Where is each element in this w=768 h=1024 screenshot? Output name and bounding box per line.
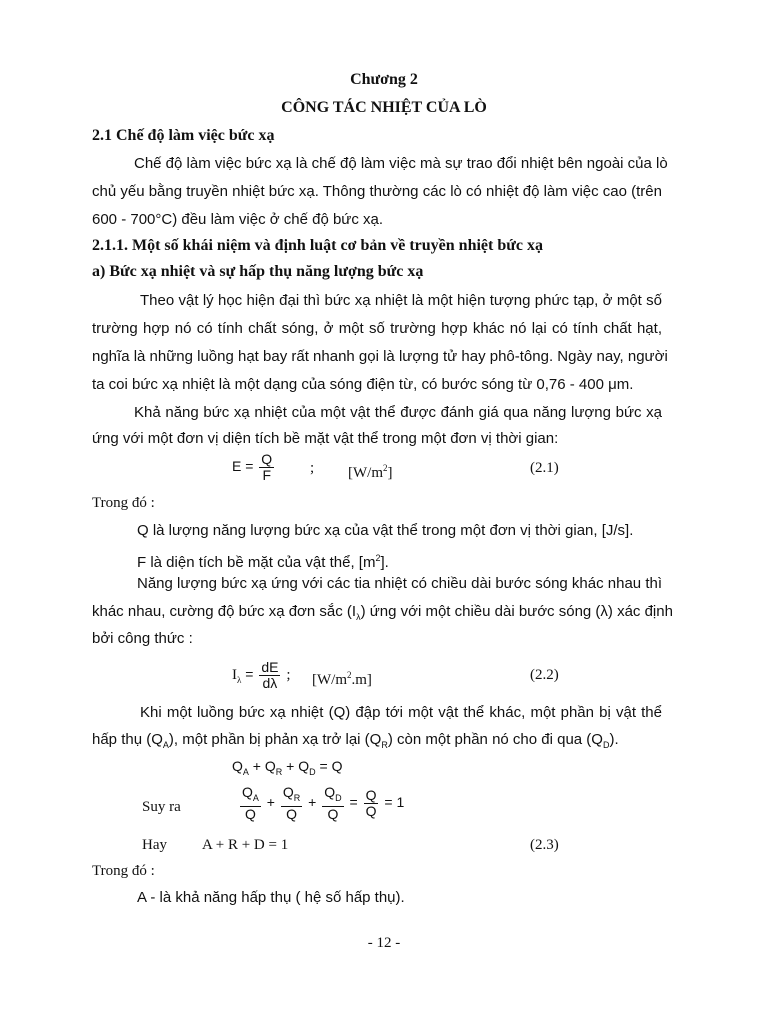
- eq2-numerator: dE: [261, 659, 279, 675]
- eq2-equals: =: [245, 666, 254, 683]
- eq1-denominator: F: [262, 467, 272, 483]
- paragraph-5-line-1: Khi một luồng bức xạ nhiệt (Q) đập tới một vật thể khác, một phần bị vật thể: [140, 704, 662, 721]
- paragraph-4-line-3: bởi công thức :: [92, 630, 193, 647]
- f-definition: F là diện tích bề mặt của vật thể, $[m^2]$.: [137, 553, 389, 571]
- paragraph-5-line-2: hấp thụ $(Q_A)$, một phần bị phản xạ trở lại $(Q_R)$ còn một phần nó cho đi qua $(Q_D)$.: [92, 731, 619, 750]
- paragraph-4-line-1: Năng lượng bức xạ ứng với các tia nhiệt có chiều dài bước sóng khác nhau thì: [137, 575, 662, 592]
- eq1-unit: $[W/m^2]$: [348, 463, 393, 481]
- paragraph-1-line-1: Chế độ làm việc bức xạ là chế độ làm việc mà sự trao đổi nhiệt bên ngoài của lò: [134, 155, 668, 172]
- chapter-title: CÔNG TÁC NHIỆT CỦA LÒ: [281, 99, 487, 116]
- paragraph-3-line-1: Khả năng bức xạ nhiệt của một vật thể được đánh giá qua năng lượng bức xạ: [134, 404, 662, 421]
- suy-ra-label: Suy ra: [142, 799, 181, 815]
- equation-ratio-sum: $\frac{Q_A}{Q}$ + $\frac{Q_R}{Q}$ + $\frac{Q_D}{Q}$ = $\frac{Q}{Q}$ = 1: [242, 784, 405, 822]
- paragraph-2-line-1: Theo vật lý học hiện đại thì bức xạ nhiệt là một hiện tượng phức tạp, ở một số: [140, 292, 662, 309]
- eq2-lhs: $I_\lambda$: [232, 667, 242, 686]
- equation-2-2: [232, 660, 291, 691]
- paragraph-2-line-4: ta coi bức xạ nhiệt là một dạng của sóng điện từ, có bước sóng từ 0,76 - 400 μm.: [92, 376, 634, 393]
- eq4-frac-r: $\frac{Q_R}{Q}$: [282, 784, 301, 822]
- trong-do-label-1: Trong đó :: [92, 495, 155, 511]
- eq1-number: (2.1): [530, 460, 559, 476]
- subsection-heading-a: a) Bức xạ nhiệt và sự hấp thụ năng lượng bức xạ: [92, 263, 424, 280]
- eq5-number: (2.3): [530, 837, 559, 853]
- eq1-lhs: E =: [232, 458, 254, 475]
- equation-2-1: [232, 452, 276, 483]
- trong-do-label-2: Trong đó :: [92, 863, 155, 879]
- eq4-frac-q: $\frac{Q}{Q}$: [365, 786, 377, 819]
- paragraph-1-line-3: 600 - 700°C) đều làm việc ở chế độ bức xạ.: [92, 211, 384, 228]
- a-definition: A - là khả năng hấp thụ ( hệ số hấp thụ).: [137, 889, 405, 906]
- eq4-frac-d: $\frac{Q_D}{Q}$: [324, 784, 342, 822]
- page-number: - 12 -: [367, 935, 401, 951]
- hay-label: Hay: [142, 837, 167, 853]
- paragraph-2-line-3: nghĩa là những luồng hạt bay rất nhanh gọi là lượng tử hay phô-tông. Ngày nay, người: [92, 348, 668, 365]
- paragraph-4-line-2: khác nhau, cường độ bức xạ đơn sắc $(I_\lambda)$ ứng với một chiều dài bước sóng (λ) xác định: [92, 603, 673, 622]
- eq2-denominator: dλ: [262, 675, 278, 691]
- eq1-fraction: [259, 452, 274, 483]
- section-heading-2-1: 2.1 Chế độ làm việc bức xạ: [92, 127, 275, 144]
- eq4-frac-a: $\frac{Q_A}{Q}$: [242, 784, 259, 822]
- eq2-separator: ;: [286, 667, 291, 684]
- equation-2-3: A + R + D = 1: [202, 837, 289, 853]
- eq2-unit: $[W/m^2.m]$: [312, 670, 372, 688]
- eq1-numerator: Q: [261, 451, 273, 467]
- equation-balance: $Q_A + Q_R + Q_D = Q$: [232, 758, 343, 777]
- eq2-number: (2.2): [530, 667, 559, 683]
- eq2-fraction: [259, 660, 280, 691]
- paragraph-1-line-2: chủ yếu bằng truyền nhiệt bức xạ. Thông thường các lò có nhiệt độ làm việc cao (trên: [92, 183, 662, 200]
- eq1-separator: ;: [310, 460, 315, 476]
- q-definition: Q là lượng năng lượng bức xạ của vật thể trong một đơn vị thời gian, [J/s].: [137, 522, 634, 539]
- chapter-number: Chương 2: [350, 71, 418, 88]
- section-heading-2-1-1: 2.1.1. Một số khái niệm và định luật cơ bản về truyền nhiệt bức xạ: [92, 237, 543, 254]
- paragraph-2-line-2: trường hợp nó có tính chất sóng, ở một số trường hợp khác nó lại có tính chất hạt,: [92, 320, 662, 337]
- paragraph-3-line-2: ứng với một đơn vị diện tích bề mặt vật thể trong một đơn vị thời gian:: [92, 430, 559, 447]
